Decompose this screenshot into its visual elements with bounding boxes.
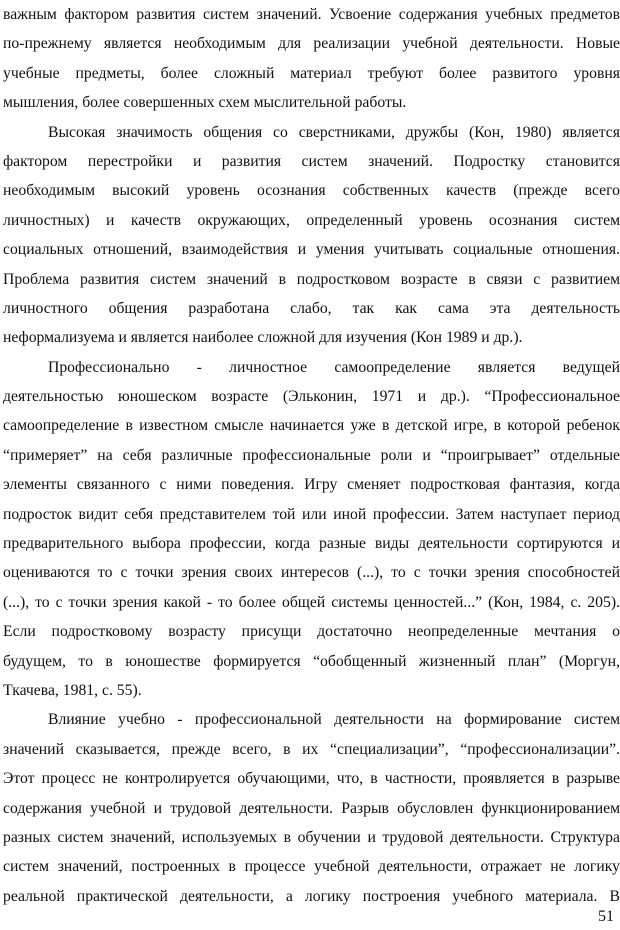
text-line: неформализуема и является наиболее сложной для изучения (Кон 1989 и др.). [3, 329, 523, 347]
text-line: разных систем значений, используемых в обучении и трудовой деятельности. Структура [3, 828, 620, 846]
text-line: подросток видит себя представителем той или иной профессии. Затем наступает период [3, 505, 620, 523]
text-line: Ткачева, 1981, с. 55). [3, 681, 142, 699]
text-line: (...), то с точки зрения какой - то более общей системы ценностей...” (Кон, 1984, с. 205). [3, 593, 620, 611]
paragraph-first-line: Высокая значимость общения со сверстниками, дружбы (Кон, 1980) является [48, 123, 620, 141]
text-line: мышления, более совершенных схем мыслительной работы. [3, 94, 407, 112]
text-line: фактором перестройки и развития систем значений. Подростку становится [3, 152, 620, 170]
text-line: элементы связанного с ними поведения. Игру сменяет подростковая фантазия, когда [3, 476, 620, 494]
text-line: социальных отношений, взаимодействия и умения учитывать социальные отношения. [3, 241, 620, 259]
text-line: по-прежнему является необходимым для реализации учебной деятельности. Новые [3, 35, 620, 53]
text-line: реальной практической деятельности, а логику построения учебного материала. В [3, 887, 620, 905]
text-line: важным фактором развития систем значений. Усвоение содержания учебных предметов [3, 6, 620, 23]
text-line: самоопределение в известном смысле начинается уже в детской игре, в которой ребенок [3, 417, 620, 435]
text-line: Этот процесс не контролируется обучающими, что, в частности, проявляется в разрыве [3, 770, 620, 788]
text-line: личностных) и качеств окружающих, определенный уровень осознания систем [3, 211, 620, 229]
text-line: предварительного выбора профессии, когда разные виды деятельности сортируются и [3, 535, 620, 553]
text-line: Если подростковому возрасту присущи достаточно неопределенные мечтания о [3, 623, 620, 641]
text-line: учебные предметы, более сложный материал требуют более развитого уровня [3, 64, 620, 82]
page-number: 51 [598, 908, 614, 925]
text-line: оцениваются то с точки зрения своих интересов (...), то с точки зрения способностей [3, 564, 620, 582]
text-line: личностного общения разработана слабо, так как сама эта деятельность [3, 299, 620, 317]
text-line: Проблема развития систем значений в подростковом возрасте в связи с развитием [3, 270, 620, 288]
text-line: значений сказывается, прежде всего, в их “специализации”, “профессионализации”. [3, 740, 620, 758]
paragraph-first-line: Профессионально - личностное самоопределение является ведущей [48, 358, 620, 376]
text-line: будущем, то в юношестве формируется “обобщенный жизненный план” (Моргун, [3, 652, 620, 670]
text-line: содержания учебной и трудовой деятельности. Разрыв обусловлен функционированием [3, 799, 620, 817]
text-line: “примеряет” на себя различные профессиональные роли и “проигрывает” отдельные [3, 446, 620, 464]
text-line: деятельностью юношеском возрасте (Эльконин, 1971 и др.). “Профессиональное [3, 388, 620, 406]
text-line: необходимым высокий уровень осознания собственных качеств (прежде всего [3, 182, 620, 200]
body-text [3, 0, 620, 911]
paragraph-first-line: Влияние учебно - профессиональной деятельности на формирование систем [48, 711, 620, 729]
text-line: систем значений, построенных в процессе учебной деятельности, отражает не логику [3, 858, 620, 876]
